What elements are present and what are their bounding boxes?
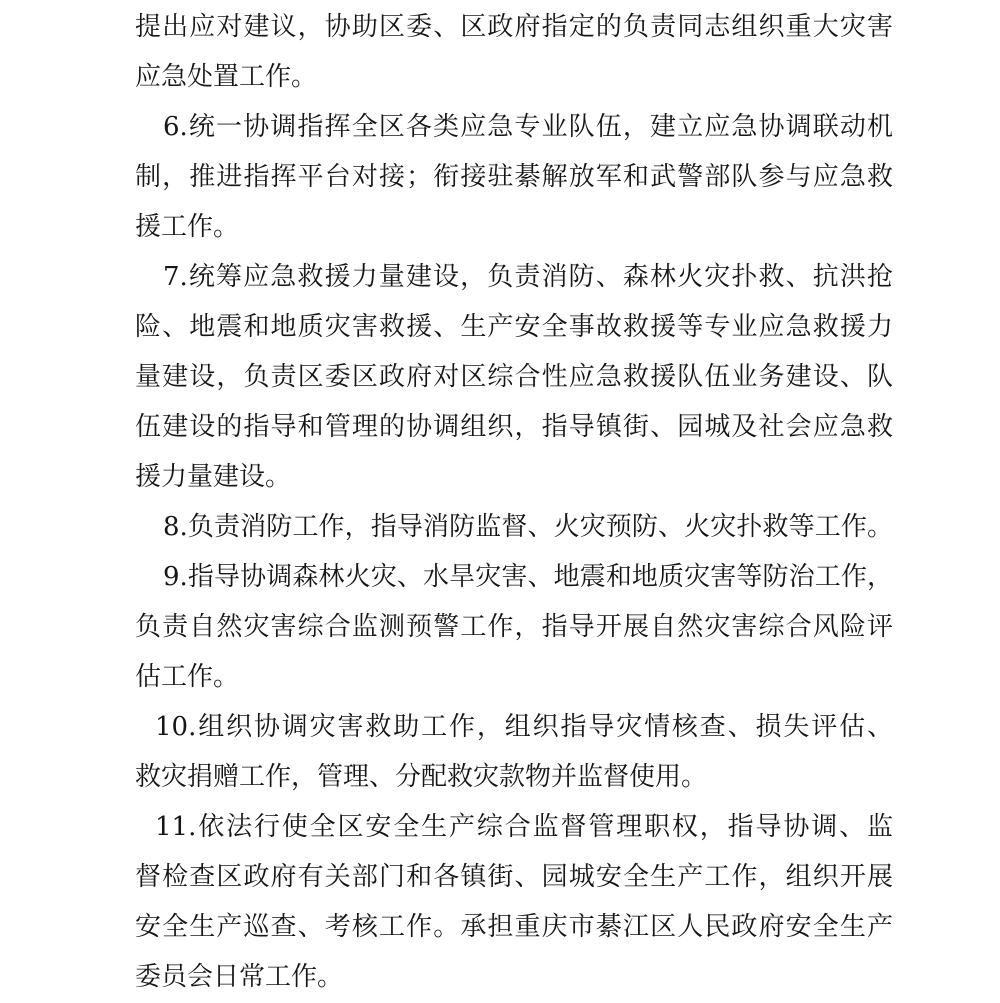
text-line: 安全生产巡查、考核工作。承担重庆市綦江区人民政府安全生产 <box>135 912 893 942</box>
text-line: 险、地震和地质灾害救援、生产安全事故救援等专业应急救援力 <box>135 312 893 342</box>
text-line: 救灾捐赠工作，管理、分配救灾款物并监督使用。 <box>135 762 708 792</box>
text-line-item-11-start: 11.依法行使全区安全生产综合监督管理职权，指导协调、监 <box>155 812 893 842</box>
text-line: 估工作。 <box>135 662 240 692</box>
text-line: 伍建设的指导和管理的协调组织，指导镇街、园城及社会应急救 <box>135 412 893 442</box>
text-line-item-8-start: 8.负责消防工作，指导消防监督、火灾预防、火灾扑救等工作。 <box>163 512 893 542</box>
text-line: 负责自然灾害综合监测预警工作，指导开展自然灾害综合风险评 <box>135 612 893 642</box>
text-line: 量建设，负责区委区政府对区综合性应急救援队伍业务建设、队 <box>135 362 893 392</box>
text-line-item-9-start: 9.指导协调森林火灾、水旱灾害、地震和地质灾害等防治工作， <box>163 562 893 592</box>
text-line: 委员会日常工作。 <box>135 962 344 992</box>
text-line: 督检查区政府有关部门和各镇街、园城安全生产工作，组织开展 <box>135 862 893 892</box>
text-line: 援力量建设。 <box>135 462 292 492</box>
text-line-item-7-start: 7.统筹应急救援力量建设，负责消防、森林火灾扑救、抗洪抢 <box>163 262 893 292</box>
text-line: 援工作。 <box>135 212 240 242</box>
text-line: 应急处置工作。 <box>135 62 318 92</box>
text-line: 制，推进指挥平台对接；衔接驻綦解放军和武警部队参与应急救 <box>135 162 893 192</box>
text-line: 提出应对建议，协助区委、区政府指定的负责同志组织重大灾害 <box>135 12 893 42</box>
text-line-item-10-start: 10.组织协调灾害救助工作，组织指导灾情核查、损失评估、 <box>155 712 893 742</box>
text-line-item-6-start: 6.统一协调指挥全区各类应急专业队伍，建立应急协调联动机 <box>163 112 893 142</box>
